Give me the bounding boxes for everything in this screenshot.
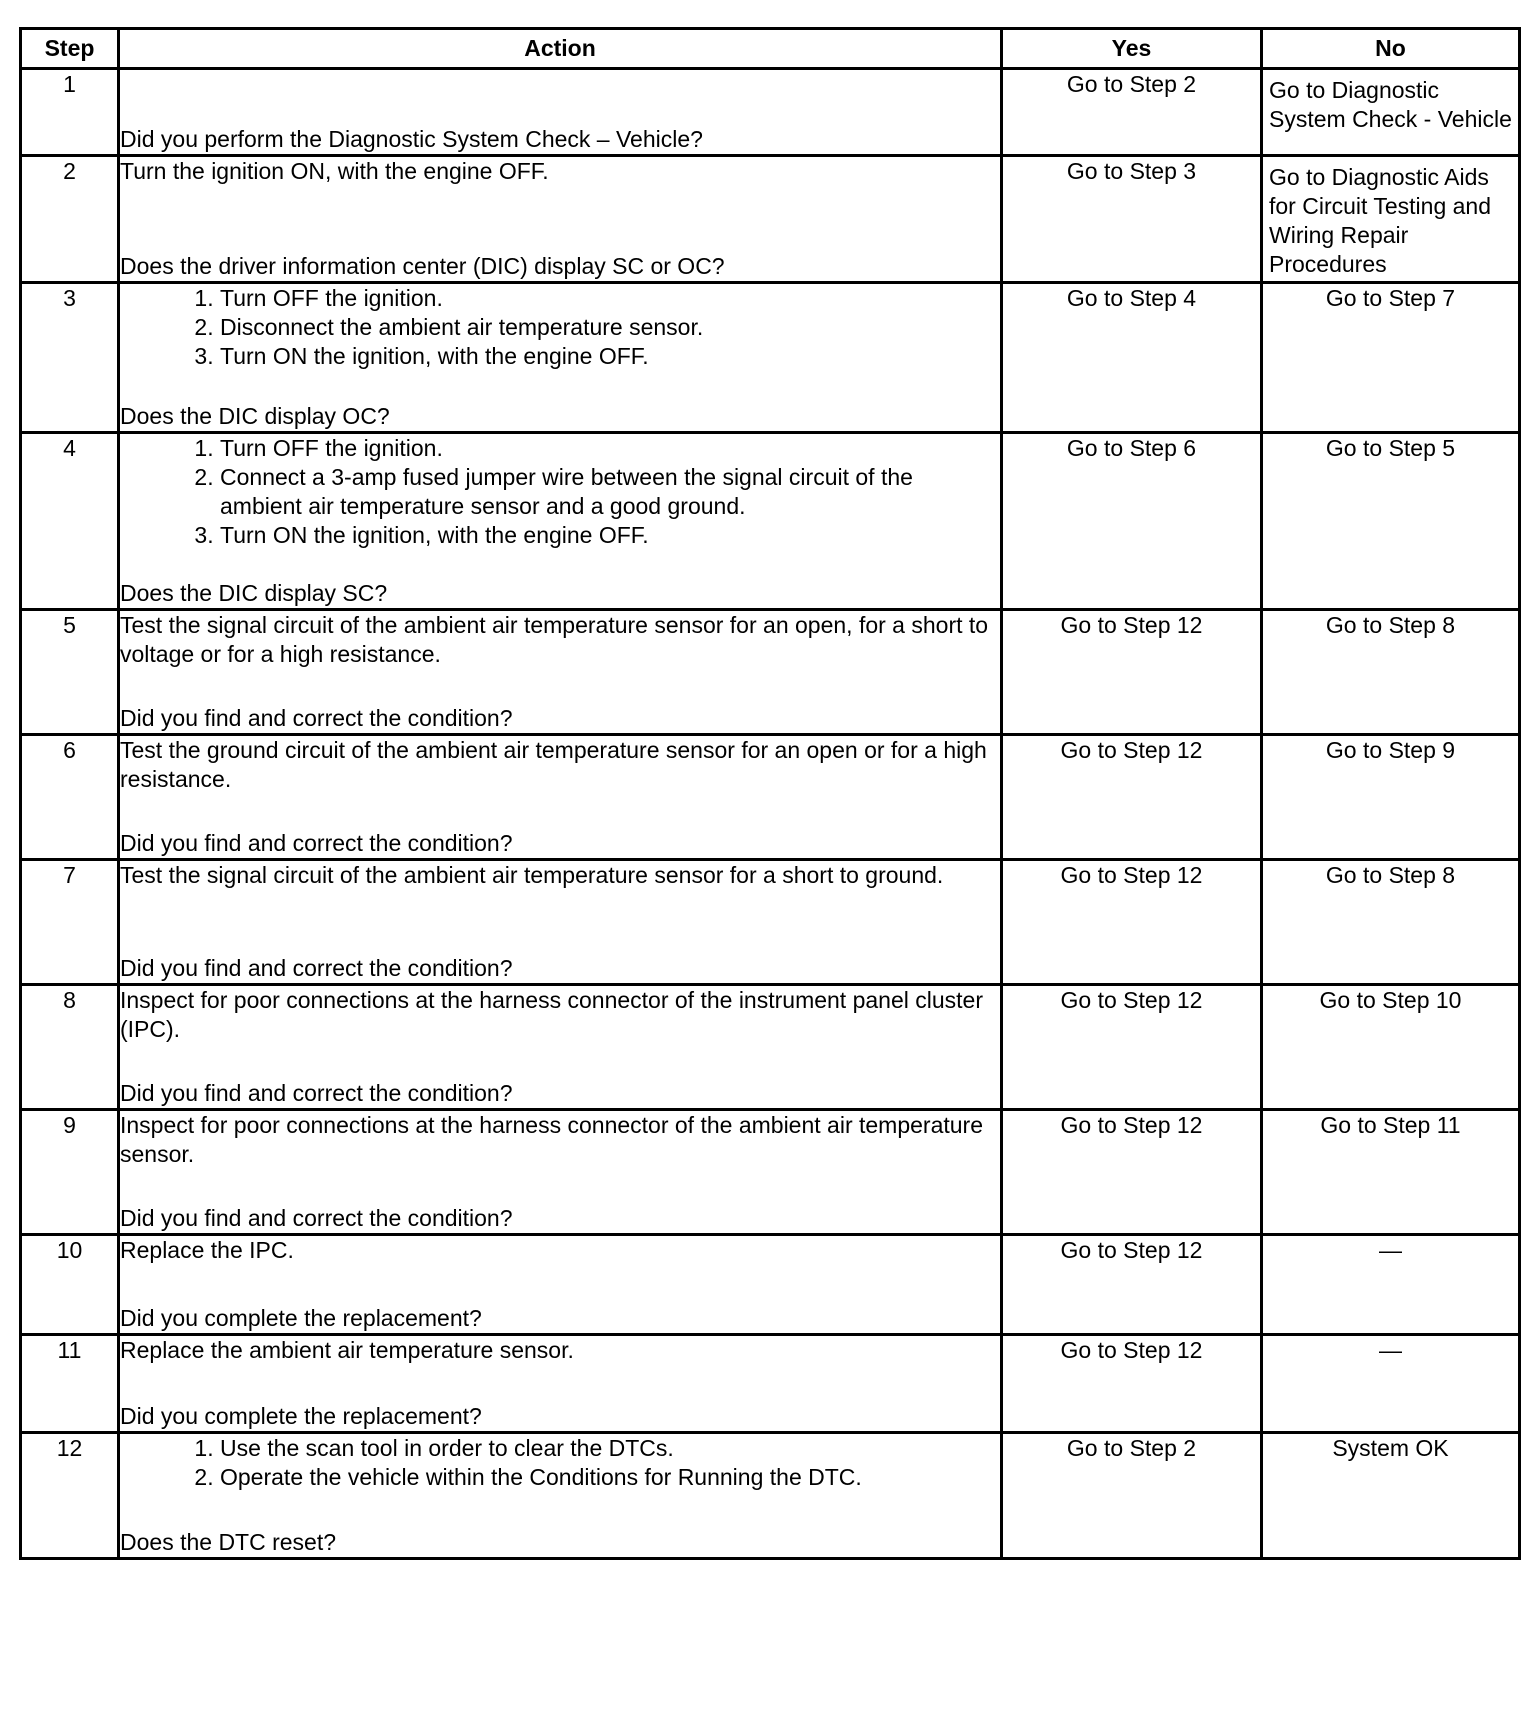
yes-outcome: Go to Step 12 bbox=[1002, 1335, 1262, 1433]
yes-outcome: Go to Step 6 bbox=[1002, 433, 1262, 610]
action-question: Did you perform the Diagnostic System Check – Vehicle? bbox=[120, 126, 703, 152]
step-number: 7 bbox=[21, 860, 119, 985]
no-outcome: — bbox=[1262, 1235, 1520, 1335]
yes-outcome: Go to Step 12 bbox=[1002, 735, 1262, 860]
step-number: 1 bbox=[21, 69, 119, 156]
action-content bbox=[120, 986, 1000, 1108]
action-instructions bbox=[120, 1336, 1000, 1365]
table-row bbox=[21, 610, 1520, 735]
action-intro: Inspect for poor connections at the harness connector of the instrument panel cluster (IPC). bbox=[120, 987, 983, 1042]
table-row bbox=[21, 735, 1520, 860]
action-cell bbox=[119, 1335, 1002, 1433]
action-intro: Test the ground circuit of the ambient air temperature sensor for an open or for a high resistance. bbox=[120, 737, 987, 792]
action-question: Did you find and correct the condition? bbox=[120, 830, 513, 856]
yes-outcome: Go to Step 12 bbox=[1002, 985, 1262, 1110]
no-outcome: Go to Step 11 bbox=[1262, 1110, 1520, 1235]
no-outcome: Go to Step 7 bbox=[1262, 283, 1520, 433]
action-step-item: 3. Turn ON the ignition, with the engine OFF. bbox=[220, 521, 1000, 550]
action-steps-list bbox=[120, 1434, 1000, 1492]
step-number: 10 bbox=[21, 1235, 119, 1335]
table-row bbox=[21, 69, 1520, 156]
yes-outcome: Go to Step 2 bbox=[1002, 69, 1262, 156]
action-instructions bbox=[120, 861, 1000, 890]
action-cell bbox=[119, 735, 1002, 860]
action-instructions bbox=[120, 1236, 1000, 1265]
action-step-item: 1. Use the scan tool in order to clear the DTCs. bbox=[220, 1434, 1000, 1463]
yes-outcome: Go to Step 4 bbox=[1002, 283, 1262, 433]
action-question: Did you complete the replacement? bbox=[120, 1403, 482, 1429]
action-instructions bbox=[120, 434, 1000, 550]
yes-outcome: Go to Step 2 bbox=[1002, 1433, 1262, 1559]
action-intro: Test the signal circuit of the ambient air temperature sensor for a short to ground. bbox=[120, 862, 944, 888]
header-yes: Yes bbox=[1002, 29, 1262, 69]
table-row bbox=[21, 156, 1520, 283]
action-cell bbox=[119, 610, 1002, 735]
action-content bbox=[120, 1434, 1000, 1557]
action-intro: Turn the ignition ON, with the engine OFF. bbox=[120, 158, 549, 184]
action-cell bbox=[119, 1235, 1002, 1335]
table-body bbox=[21, 69, 1520, 1559]
table-row bbox=[21, 1335, 1520, 1433]
action-step-item: 2. Disconnect the ambient air temperature sensor. bbox=[220, 313, 1000, 342]
diagnostic-table bbox=[19, 27, 1521, 1560]
yes-outcome: Go to Step 3 bbox=[1002, 156, 1262, 283]
header-row bbox=[21, 29, 1520, 69]
header-step: Step bbox=[21, 29, 119, 69]
table-row bbox=[21, 1235, 1520, 1335]
yes-outcome: Go to Step 12 bbox=[1002, 1110, 1262, 1235]
action-instructions bbox=[120, 1111, 1000, 1169]
no-outcome: Go to Diagnostic Aids for Circuit Testing and Wiring Repair Procedures bbox=[1262, 156, 1520, 283]
step-number: 3 bbox=[21, 283, 119, 433]
header-no: No bbox=[1262, 29, 1520, 69]
action-question: Did you find and correct the condition? bbox=[120, 955, 513, 981]
action-content bbox=[120, 284, 1000, 431]
action-content bbox=[120, 1236, 1000, 1333]
step-number: 2 bbox=[21, 156, 119, 283]
action-question: Did you find and correct the condition? bbox=[120, 1205, 513, 1231]
table-row bbox=[21, 283, 1520, 433]
action-question: Does the DIC display OC? bbox=[120, 403, 390, 429]
no-outcome: — bbox=[1262, 1335, 1520, 1433]
action-instructions bbox=[120, 986, 1000, 1044]
action-intro: Inspect for poor connections at the harness connector of the ambient air temperature sensor. bbox=[120, 1112, 983, 1167]
step-number: 11 bbox=[21, 1335, 119, 1433]
table-row bbox=[21, 1433, 1520, 1559]
step-number: 8 bbox=[21, 985, 119, 1110]
action-question: Did you complete the replacement? bbox=[120, 1305, 482, 1331]
action-cell bbox=[119, 860, 1002, 985]
no-outcome: Go to Step 8 bbox=[1262, 610, 1520, 735]
table-row bbox=[21, 985, 1520, 1110]
action-question: Does the DTC reset? bbox=[120, 1529, 337, 1555]
action-question: Did you find and correct the condition? bbox=[120, 705, 513, 731]
action-steps-list bbox=[120, 284, 1000, 371]
action-steps-list bbox=[120, 434, 1000, 550]
action-intro: Test the signal circuit of the ambient air temperature sensor for an open, for a short to voltage or for a high resistance. bbox=[120, 612, 989, 667]
table-row bbox=[21, 1110, 1520, 1235]
action-cell bbox=[119, 283, 1002, 433]
action-step-item: 1. Turn OFF the ignition. bbox=[220, 434, 1000, 463]
action-step-item: 2. Operate the vehicle within the Conditions for Running the DTC. bbox=[220, 1463, 1000, 1492]
action-cell bbox=[119, 433, 1002, 610]
action-content bbox=[120, 434, 1000, 608]
action-instructions bbox=[120, 157, 1000, 186]
action-cell bbox=[119, 1433, 1002, 1559]
table-row bbox=[21, 860, 1520, 985]
step-number: 12 bbox=[21, 1433, 119, 1559]
action-cell bbox=[119, 156, 1002, 283]
action-content bbox=[120, 736, 1000, 858]
action-cell bbox=[119, 1110, 1002, 1235]
action-content bbox=[120, 70, 1000, 154]
action-instructions bbox=[120, 284, 1000, 371]
action-step-item: 3. Turn ON the ignition, with the engine OFF. bbox=[220, 342, 1000, 371]
action-instructions bbox=[120, 736, 1000, 794]
action-intro: Replace the IPC. bbox=[120, 1237, 294, 1263]
action-step-item: 2. Connect a 3-amp fused jumper wire between the signal circuit of the ambient air temperature sensor and a good ground. bbox=[220, 463, 1000, 521]
action-content bbox=[120, 1336, 1000, 1431]
action-content bbox=[120, 157, 1000, 281]
step-number: 5 bbox=[21, 610, 119, 735]
yes-outcome: Go to Step 12 bbox=[1002, 1235, 1262, 1335]
action-intro: Replace the ambient air temperature sensor. bbox=[120, 1337, 574, 1363]
action-instructions bbox=[120, 611, 1000, 669]
action-question: Does the DIC display SC? bbox=[120, 580, 388, 606]
no-outcome: Go to Diagnostic System Check - Vehicle bbox=[1262, 69, 1520, 156]
table-row bbox=[21, 433, 1520, 610]
action-question: Did you find and correct the condition? bbox=[120, 1080, 513, 1106]
no-outcome: Go to Step 5 bbox=[1262, 433, 1520, 610]
action-question: Does the driver information center (DIC) display SC or OC? bbox=[120, 253, 725, 279]
action-instructions bbox=[120, 1434, 1000, 1492]
header-action: Action bbox=[119, 29, 1002, 69]
yes-outcome: Go to Step 12 bbox=[1002, 610, 1262, 735]
yes-outcome: Go to Step 12 bbox=[1002, 860, 1262, 985]
no-outcome: System OK bbox=[1262, 1433, 1520, 1559]
no-outcome: Go to Step 8 bbox=[1262, 860, 1520, 985]
action-content bbox=[120, 861, 1000, 983]
no-outcome: Go to Step 9 bbox=[1262, 735, 1520, 860]
action-content bbox=[120, 611, 1000, 733]
action-content bbox=[120, 1111, 1000, 1233]
step-number: 6 bbox=[21, 735, 119, 860]
step-number: 4 bbox=[21, 433, 119, 610]
action-cell bbox=[119, 985, 1002, 1110]
action-cell bbox=[119, 69, 1002, 156]
no-outcome: Go to Step 10 bbox=[1262, 985, 1520, 1110]
step-number: 9 bbox=[21, 1110, 119, 1235]
action-step-item: 1. Turn OFF the ignition. bbox=[220, 284, 1000, 313]
